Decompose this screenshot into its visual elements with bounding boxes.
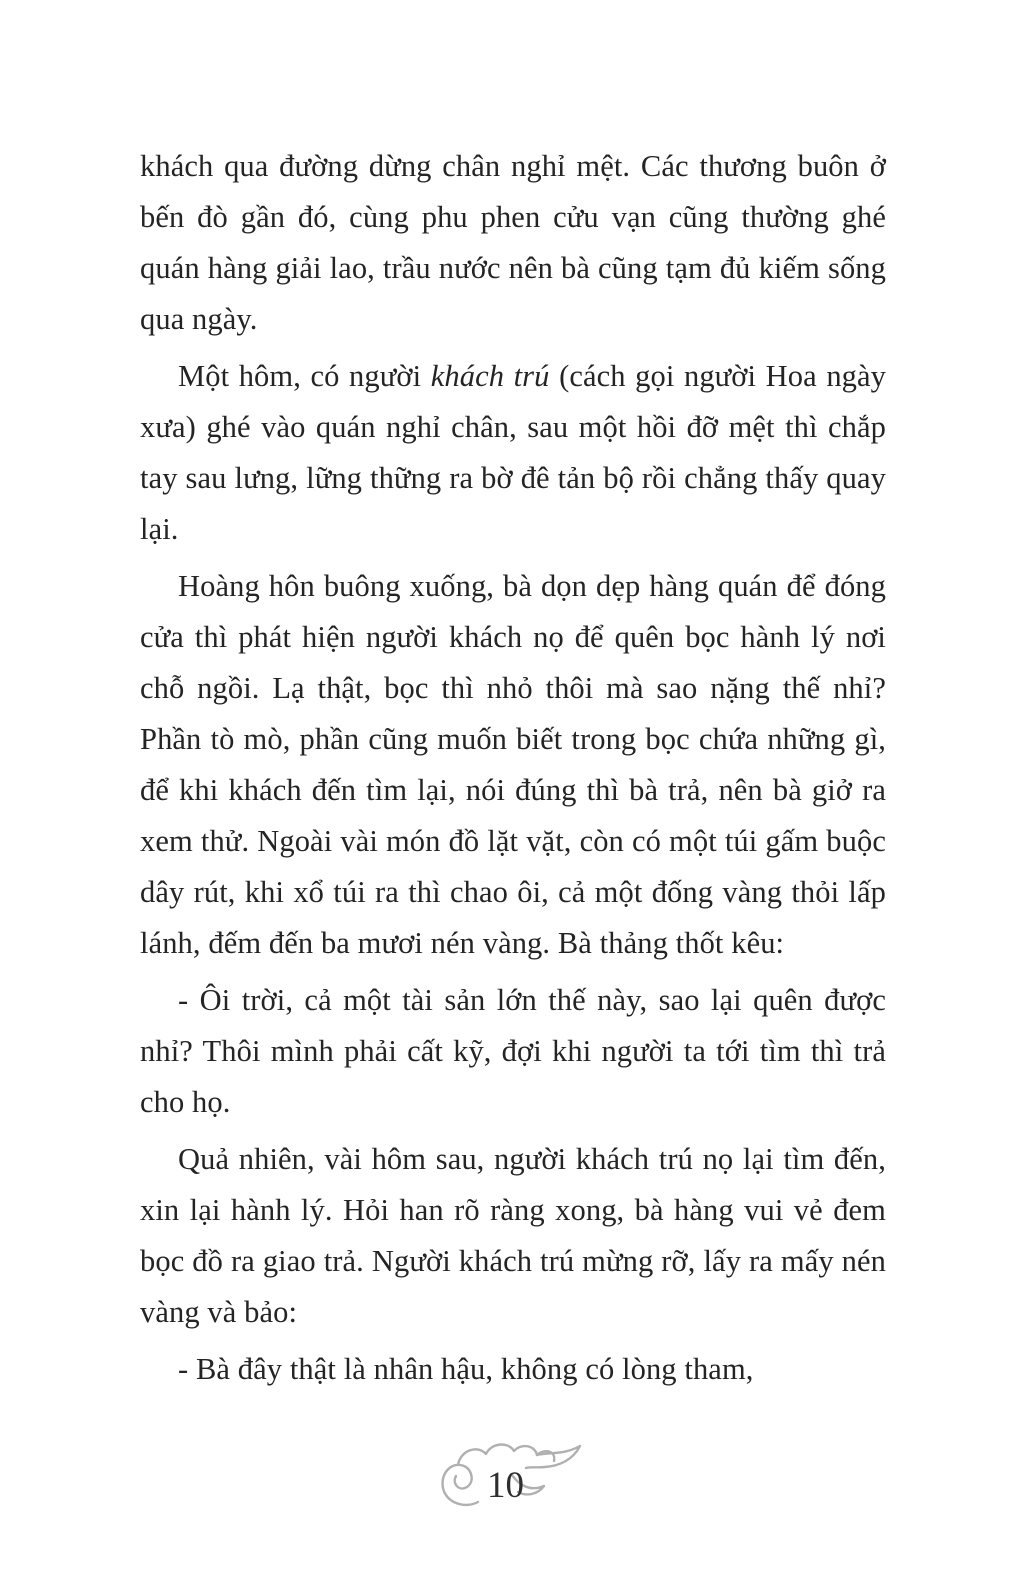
text-run: khách qua đường dừng chân nghỉ mệt. Các thương buôn ở bến đò gần đó, cùng phu phen cửu vạn cũng thường ghé quán hàng giải lao, trầu nước nên bà cũng tạm đủ kiếm sống qua ngày. <box>140 149 886 336</box>
paragraph <box>140 141 886 345</box>
text-run: - Ôi trời, cả một tài sản lớn thế này, sao lại quên được nhỉ? Thôi mình phải cất kỹ, đợi khi người ta tới tìm thì trả cho họ. <box>140 983 886 1119</box>
page-footer <box>0 1438 1024 1538</box>
italic-text-run: khách trú <box>430 359 550 393</box>
text-run: Một hôm, có người <box>178 359 431 393</box>
text-run: Hoàng hôn buông xuống, bà dọn dẹp hàng quán để đóng cửa thì phát hiện người khách nọ để quên bọc hành lý nơi chỗ ngồi. Lạ thật, bọc thì nhỏ thôi mà sao nặng thế nhỉ? Phần tò mò, phần cũng muốn biết trong bọc chứa những gì, để khi khách đến tìm lại, nói đúng thì bà trả, nên bà giở ra xem thử. Ngoài vài món đồ lặt vặt, còn có một túi gấm buộc dây rút, khi xổ túi ra thì chao ôi, cả một đống vàng thỏi lấp lánh, đếm đến ba mươi nén vàng. Bà thảng thốt kêu: <box>140 569 886 960</box>
text-block <box>140 141 886 1401</box>
paragraph <box>140 1134 886 1338</box>
text-run: - Bà đây thật là nhân hậu, không có lòng tham, <box>178 1352 754 1386</box>
page-number: 10 <box>487 1465 524 1506</box>
flourish-wrap <box>437 1438 587 1518</box>
text-run: Quả nhiên, vài hôm sau, người khách trú nọ lại tìm đến, xin lại hành lý. Hỏi han rõ ràng xong, bà hàng vui vẻ đem bọc đồ ra giao trả. Người khách trú mừng rỡ, lấy ra mấy nén vàng và bảo: <box>140 1142 886 1329</box>
paragraph <box>140 1344 886 1395</box>
paragraph <box>140 975 886 1128</box>
text-run: (cách gọi người Hoa ngày xưa) ghé vào quán nghỉ chân, sau một hồi đỡ mệt thì chắp tay sau lưng, lững thững ra bờ đê tản bộ rồi chẳng thấy quay lại. <box>140 359 887 546</box>
paragraph <box>140 561 886 969</box>
paragraph <box>140 351 886 555</box>
